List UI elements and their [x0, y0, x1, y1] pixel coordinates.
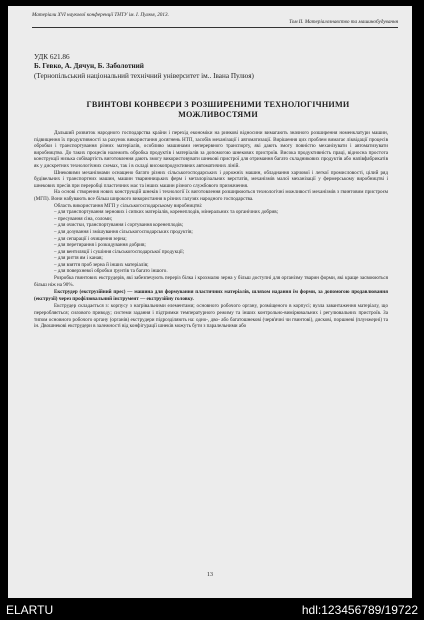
- paper-title: ГВИНТОВІ КОНВЕЄРИ З РОЗШИРЕНИМИ ТЕХНОЛОГІЧНИМИ МОЖЛИВОСТЯМИ: [86, 100, 350, 119]
- list-item: – для вентиляції і сушіння сільськогосподарської продукції;: [54, 248, 185, 255]
- repository-label: ELARTU: [6, 603, 54, 617]
- udk-code: УДК 621.86: [34, 53, 70, 61]
- article-body: [34, 130, 388, 330]
- list-item: – для риття ям і канав;: [54, 255, 103, 262]
- list-item: – для сепарації і очищення зерна;: [54, 235, 127, 242]
- paragraph-extruders: Розробка гвинтових екструдерів, які забезпечують переріз білка і крохмалю зерна у більш доступні для організму тварин форми, які краще засвоюються більш ніж на 90%.: [34, 275, 388, 288]
- header-line-2: Том ІІ. Матеріалознавство та машинобудування: [289, 19, 398, 25]
- authors: Б. Гевко, А. Дячун, Б. Заболотний: [34, 62, 144, 70]
- affiliation: (Тернопільський національний технічний університет ім.. Івана Пулюя): [34, 72, 254, 80]
- list-item: – для перетирання і розкидування добрив;: [54, 242, 146, 249]
- running-header: [32, 12, 398, 28]
- header-rule: [32, 27, 398, 28]
- paragraph-intro: Дальший розвиток народного господарства країни і перехід економіки на ринкові відносини вимагають значного розширення номенклатури машин, підвищення їх продуктивності за рахунок використання досягнень НТП, засобів механізації і автоматизації. Вирішення цих проблем вимагає ліквідації процесів обробки і транспортування різних матеріалів, особливо машинами неперервного транспорту, які дають змогу повністю механізувати і автоматизувати виробництво. До таких процесів належить обробка продуктів і матеріалів за допомогою шнекових пристроїв. Висока продуктивність праці, відносна простота конструкції низька собівартість виготовлення дають змогу використовувати шнекові пристрої для отримання багато складникових продуктів або напівфабрикатів як у дискретних технологічних схемах, так і в складі високопродуктивних автоматичних ліній.: [34, 130, 388, 169]
- document-page: [8, 6, 412, 598]
- paragraph-extruder-definition: Екструдер (екструзійний прес) — машина для формування пластичних матеріалів, шляхом надання їм форми, за допомогою продавлювання (екструзії) через профілювальний інструмент — екструзійну головку.: [34, 289, 388, 302]
- viewer-footer: [0, 600, 424, 620]
- paragraph-scope: Область використання МГП у сільськогосподарському виробництві:: [54, 202, 203, 209]
- list-item: – для дозування і змішування сільськогосподарських продуктів;: [54, 228, 193, 235]
- paragraph-extruder-parts: Екструдер складається з: корпусу з нагрівальними елементами; основного робочого органу, розміщеного в корпусі; вузла завантаження матеріалу, що переробляється; силового приводу; системи задання і підтримки температурного режиму та інших контрольно-вимірювальних і регулювальних пристроїв. За типом основного робочого органу (органів) екструдери підрозділяють на: одно-, дво- або багатошнекові (черв'ячні чи гвинтові), дискові, поршневі (плунжерні) та ін. Двошнекові екструдери в залежності від конфігурації шнеків можуть бути з паралельними або: [34, 303, 388, 330]
- list-item: – для очистки, транспортування і сортування коренеплодів;: [54, 222, 184, 229]
- header-line-1: Матеріали XVІ наукової конференції ТНТУ ім. І. Пулюя, 2013.: [32, 12, 169, 18]
- list-item: – для транспортування зернових і сипких матеріалів, коренеплодів, мінеральних та органічних добрив;: [54, 209, 279, 216]
- paragraph-machines: Шнековими механізмами оснащено багато різних сільськогосподарських і дорожніх машин, обладнання харчової і легкої промисловості, цілий ряд будівельних і транспортних машин, машин тваринницьких ферм і металорізальних верстатів, механізмів малої механізації у фермерському виробництві і шнекових пресів при переробці пластичних мас та інших машин різного службового призначення.: [34, 169, 388, 189]
- handle-identifier: hdl:123456789/19722: [301, 603, 418, 617]
- list-item: – для поверхневої обробки ґрунтів та багато іншого.: [54, 268, 168, 275]
- page-number: 13: [207, 572, 213, 578]
- list-item: – для взяття проб зерна й інших матеріалів;: [54, 261, 149, 268]
- paragraph-technology: На основі створення нових конструкцій шнеків і технології їх виготовлення розширюються технологічні можливості механізмів з гвинтовим пристроєм (МГП). Вони набувають все більш широкого використання в різних галузях народного господарства.: [34, 189, 388, 202]
- list-item: – пресування сіна, соломи;: [54, 215, 113, 222]
